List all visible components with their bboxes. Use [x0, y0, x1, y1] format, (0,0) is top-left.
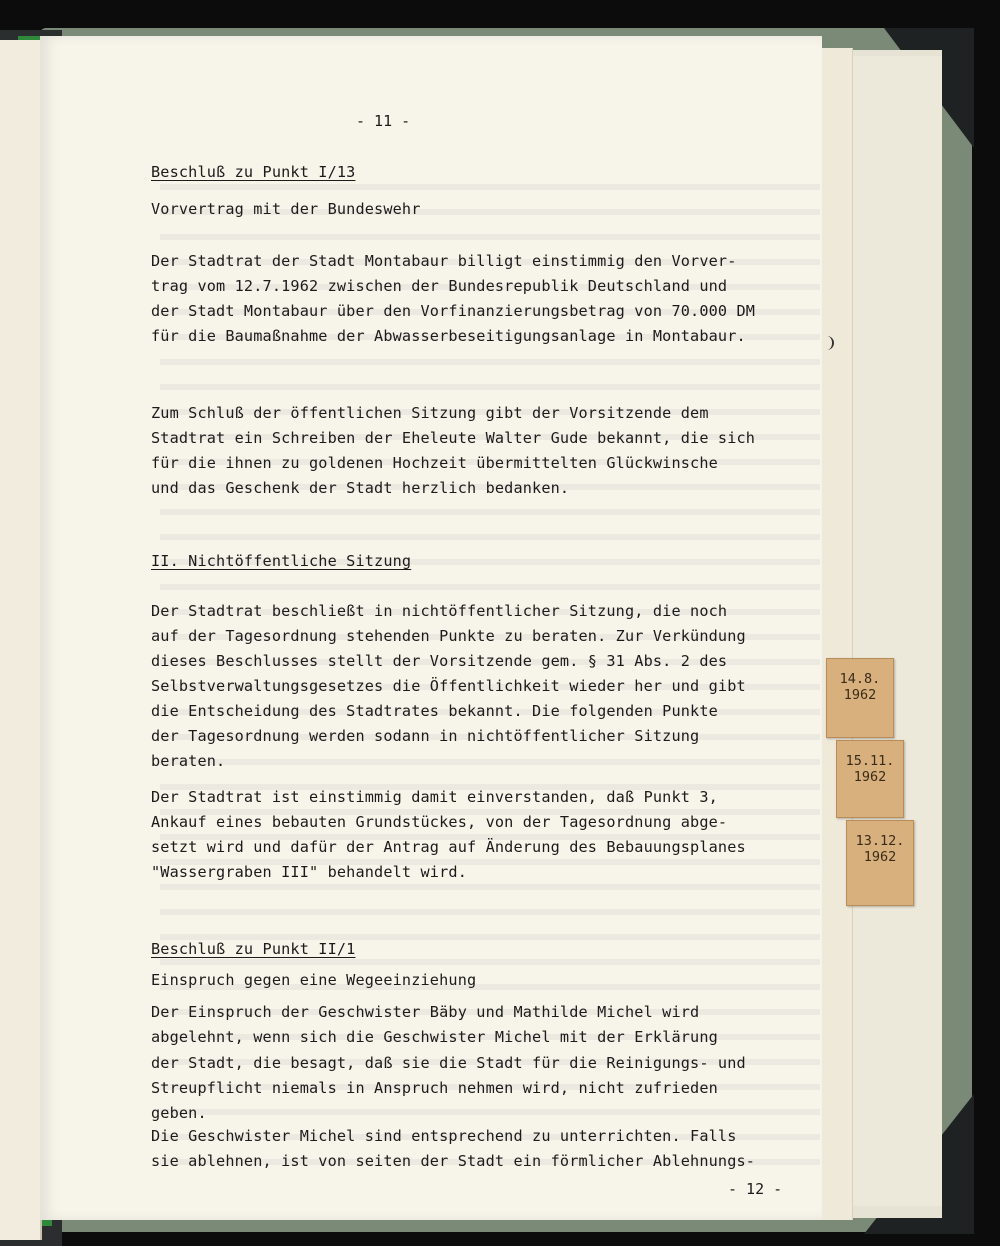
paragraph-line: für die ihnen zu goldenen Hochzeit übermittelten Glückwinsche	[151, 454, 718, 472]
paragraph-line: Der Einspruch der Geschwister Bäby und Mathilde Michel wird	[151, 1003, 700, 1021]
tab-year: 1962	[853, 769, 887, 785]
tab-date: 15.11.	[845, 753, 895, 769]
paragraph-line: abgelehnt, wenn sich die Geschwister Michel mit der Erklärung	[151, 1028, 718, 1046]
paragraph-line: dieses Beschlusses stellt der Vorsitzende gem. § 31 Abs. 2 des	[151, 652, 728, 670]
paragraph-line: setzt wird und dafür der Antrag auf Änderung des Bebauungsplanes	[151, 838, 746, 856]
paragraph-line: geben.	[151, 1104, 207, 1122]
section-heading: Beschluß zu Punkt II/1	[151, 940, 356, 958]
paragraph-line: sie ablehnen, ist von seiten der Stadt ein förmlicher Ablehnungs-	[151, 1152, 756, 1170]
paragraph-line: Der Stadtrat ist einstimmig damit einverstanden, daß Punkt 3,	[151, 788, 718, 806]
index-tab[interactable]	[826, 658, 894, 738]
paragraph-line: Ankauf eines bebauten Grundstückes, von der Tagesordnung abge-	[151, 813, 728, 831]
next-page-edge	[842, 56, 942, 1206]
paragraph-line: beraten.	[151, 752, 226, 770]
tab-year: 1962	[843, 687, 877, 703]
paragraph-line: der Stadt Montabaur über den Vorfinanzierungsbetrag von 70.000 DM	[151, 302, 756, 320]
section-subtitle: Einspruch gegen eine Wegeeinziehung	[151, 971, 477, 989]
section-heading: Beschluß zu Punkt I/13	[151, 163, 356, 181]
paragraph-line: Stadtrat ein Schreiben der Eheleute Walter Gude bekannt, die sich	[151, 429, 756, 447]
paragraph-line: Die Geschwister Michel sind entsprechend zu unterrichten. Falls	[151, 1127, 737, 1145]
paragraph-line: Streupflicht niemals in Anspruch nehmen wird, nicht zufrieden	[151, 1079, 718, 1097]
tab-year: 1962	[863, 849, 897, 865]
paragraph-line: der Stadt, die besagt, daß sie die Stadt für die Reinigungs- und	[151, 1054, 746, 1072]
page-number-bottom: - 12 -	[728, 1180, 783, 1198]
paragraph-line: der Tagesordnung werden sodann in nichtöffentlicher Sitzung	[151, 727, 700, 745]
section-heading: II. Nichtöffentliche Sitzung	[151, 552, 412, 570]
paragraph-line: "Wassergraben III" behandelt wird.	[151, 863, 467, 881]
index-tab[interactable]	[836, 740, 904, 818]
paragraph-line: Der Stadtrat beschließt in nichtöffentlicher Sitzung, die noch	[151, 602, 728, 620]
paragraph-line: Zum Schluß der öffentlichen Sitzung gibt der Vorsitzende dem	[151, 404, 709, 422]
paragraph-line: auf der Tagesordnung stehenden Punkte zu beraten. Zur Verkündung	[151, 627, 746, 645]
left-page-edge	[0, 40, 42, 1240]
paragraph-line: für die Baumaßnahme der Abwasserbeseitigungsanlage in Montabaur.	[151, 327, 746, 345]
index-tab[interactable]	[846, 820, 914, 906]
paragraph-line: trag vom 12.7.1962 zwischen der Bundesrepublik Deutschland und	[151, 277, 728, 295]
paragraph-line: Selbstverwaltungsgesetzes die Öffentlichkeit wieder her und gibt	[151, 677, 746, 695]
section-subtitle: Vorvertrag mit der Bundeswehr	[151, 200, 421, 218]
page-number-top: - 11 -	[356, 112, 411, 130]
tab-date: 13.12.	[855, 833, 905, 849]
paragraph-line: und das Geschenk der Stadt herzlich bedanken.	[151, 479, 570, 497]
paragraph-line: die Entscheidung des Stadtrates bekannt. Die folgenden Punkte	[151, 702, 718, 720]
paragraph-line: Der Stadtrat der Stadt Montabaur billigt einstimmig den Vorver-	[151, 252, 737, 270]
tab-date: 14.8.	[839, 671, 881, 687]
page-edges	[822, 48, 853, 1220]
